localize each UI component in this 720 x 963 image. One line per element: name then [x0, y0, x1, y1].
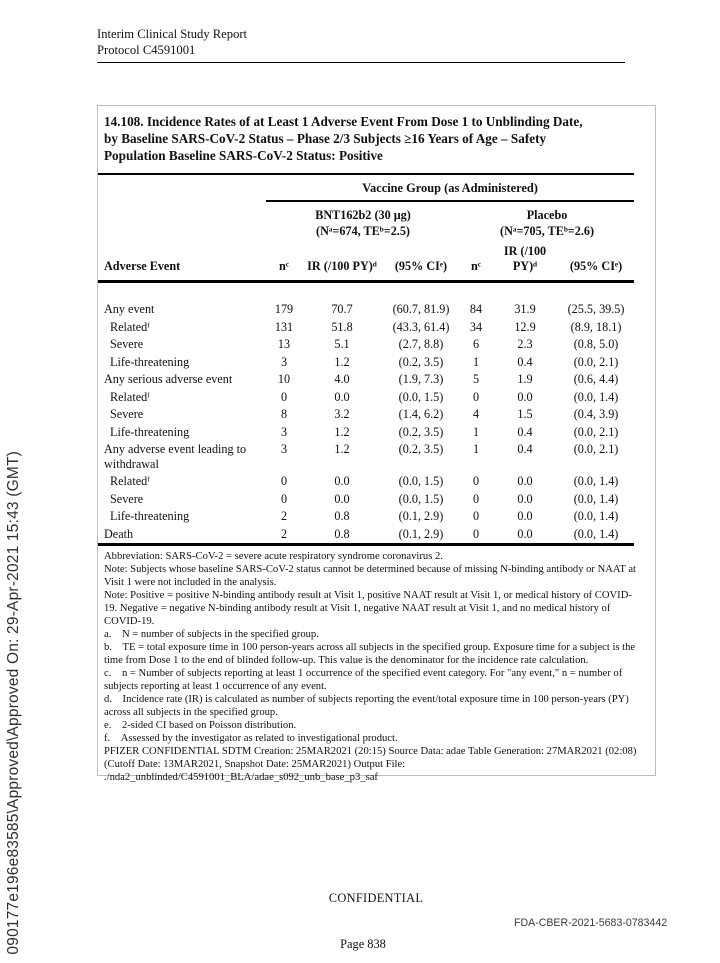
cell-value: (0.2, 3.5): [398, 424, 444, 439]
cell-value: 3: [280, 424, 288, 439]
cell-value: 0: [280, 389, 288, 404]
cell-value: 0.8: [334, 509, 350, 524]
table-row: [98, 406, 634, 424]
cell-value: 1: [472, 424, 480, 439]
footer-fda-id: FDA-CBER-2021-5683-0783442: [514, 917, 668, 929]
cell-value: (2.7, 8.8): [398, 337, 444, 352]
table-title-line-3: Population Baseline SARS-CoV-2 Status: Positive: [104, 147, 383, 163]
row-label: Any serious adverse event: [104, 372, 233, 387]
group-header-row: [98, 175, 634, 201]
arm2-name: Placebo: [526, 208, 568, 223]
table-row: [98, 353, 634, 371]
cell-value: 13: [277, 337, 291, 352]
arm-header-bnt162b2: [266, 201, 460, 240]
spacer-row: [98, 281, 634, 301]
cell-value: 6: [472, 337, 480, 352]
arm1-n: (Nᵃ=674, TEᵇ=2.5): [316, 223, 410, 238]
cell-value: 5: [472, 372, 480, 387]
cell-value: 2.3: [517, 337, 533, 352]
cell-value: (0.0, 1.4): [573, 474, 619, 489]
cell-value: 0.0: [517, 474, 533, 489]
cell-value: 1.2: [334, 354, 350, 369]
cell-value: 0: [472, 491, 480, 506]
row-label: Relatedᶠ: [110, 474, 150, 489]
cell-value: 131: [274, 319, 294, 334]
cell-value: 0.0: [517, 526, 533, 541]
cell-value: (1.4, 6.2): [398, 407, 444, 422]
table-row: [98, 301, 634, 319]
cell-value: 12.9: [514, 319, 536, 334]
table-head: [98, 175, 634, 281]
cell-value: 0: [472, 509, 480, 524]
arm-header-spacer: [98, 201, 266, 240]
cell-value: (0.0, 1.4): [573, 389, 619, 404]
cell-value: (0.0, 2.1): [573, 424, 619, 439]
footer-confidential: CONFIDENTIAL: [328, 891, 424, 905]
row-label: Relatedᶠ: [110, 389, 150, 404]
cell-value: 51.8: [331, 319, 353, 334]
table-row: [98, 336, 634, 354]
footnote-line: Note: Subjects whose baseline SARS-CoV-2 status cannot be determined because of missing N-binding antibody or NAAT at Visit 1 were not included in the analysis.: [104, 563, 636, 588]
cell-value: 0.0: [517, 491, 533, 506]
cell-value: 0.8: [334, 526, 350, 541]
cell-value: 0: [472, 389, 480, 404]
cell-value: 84: [469, 302, 483, 317]
cell-value: (0.2, 3.5): [398, 442, 444, 457]
cell-value: 1: [472, 442, 480, 457]
col-header-adverse-event: Adverse Event: [98, 240, 266, 282]
cell-value: 0.0: [334, 491, 350, 506]
cell-value: (0.1, 2.9): [398, 509, 444, 524]
row-label: Death: [104, 526, 134, 541]
arm-header-row: [98, 201, 634, 240]
cell-value: (0.2, 3.5): [398, 354, 444, 369]
cell-value: 0: [472, 474, 480, 489]
cell-value: (0.0, 1.4): [573, 509, 619, 524]
footnote-line: Abbreviation: SARS-CoV-2 = severe acute respiratory syndrome coronavirus 2.: [104, 550, 443, 562]
footnotes: [98, 546, 646, 788]
col-header-ir-1: IR (/100 PY)ᵈ: [302, 240, 382, 282]
group-header-spacer: [98, 175, 266, 201]
cell-value: 4.0: [334, 372, 350, 387]
row-label: Life-threatening: [110, 424, 190, 439]
cell-value: (0.8, 5.0): [573, 337, 619, 352]
table-row: [98, 525, 634, 544]
cell-value: (43.3, 61.4): [392, 319, 450, 334]
row-label: Relatedᶠ: [110, 319, 150, 334]
cell-value: 0.4: [517, 354, 533, 369]
cell-value: (0.0, 1.4): [573, 491, 619, 506]
cell-value: 0.0: [334, 474, 350, 489]
col-header-ci-2: (95% CIᵉ): [558, 240, 634, 282]
cell-value: 0.0: [517, 509, 533, 524]
cell-value: 0: [280, 491, 288, 506]
footnote-line: Note: Positive = positive N-binding antibody result at Visit 1, positive NAAT result at Visit 1, or medical history of COVID-19. Negative = negative N-binding antibody result at Visit 1, negative NAAT result at Visit 1, and no medical history of COVID-19.: [104, 589, 632, 627]
cell-value: 2: [280, 509, 288, 524]
cell-value: 0.0: [334, 389, 350, 404]
column-header-row: [98, 240, 634, 282]
table-row: [98, 473, 634, 491]
cell-value: 1.9: [517, 372, 533, 387]
cell-value: (0.1, 2.9): [398, 526, 444, 541]
row-label: Severe: [110, 491, 144, 506]
cell-value: 3: [280, 442, 288, 457]
cell-value: 0.4: [517, 442, 533, 457]
table-row: [98, 441, 634, 473]
row-label: Life-threatening: [110, 354, 190, 369]
table-title-line-1: 14.108. Incidence Rates of at Least 1 Adverse Event From Dose 1 to Unblinding Date,: [104, 114, 583, 129]
cell-value: 1: [472, 354, 480, 369]
cell-value: 3.2: [334, 407, 350, 422]
cell-value: 10: [277, 372, 291, 387]
table-row: [98, 508, 634, 526]
table-body: [98, 301, 634, 545]
content-box: [97, 105, 656, 783]
footnote-line: c. n = Number of subjects reporting at least 1 occurrence of the specified event category. For "any event," n = number of subjects reporting at least 1 occurrence of any event.: [104, 667, 623, 692]
table-spacer: [98, 281, 634, 301]
table-title: [98, 106, 634, 175]
sidebar-approval-text: 090177e196e83585\Approved\Approved On: 29-Apr-2021 15:43 (GMT): [5, 451, 22, 955]
cell-value: (8.9, 18.1): [570, 319, 622, 334]
cell-value: 0: [472, 526, 480, 541]
arm1-name: BNT162b2 (30 μg): [315, 208, 411, 223]
footer-page-number: Page 838: [340, 937, 386, 951]
table-row: [98, 388, 634, 406]
cell-value: (25.5, 39.5): [567, 302, 625, 317]
cell-value: (0.0, 2.1): [573, 442, 619, 457]
cell-value: 179: [274, 302, 294, 317]
footnote-line: e. 2-sided CI based on Poisson distribution.: [104, 719, 297, 731]
arm-header-placebo: [460, 201, 634, 240]
cell-value: 1.2: [334, 424, 350, 439]
footnote-line: (Cutoff Date: 13MAR2021, Snapshot Date: 25MAR2021) Output File:: [104, 758, 406, 770]
cell-value: (60.7, 81.9): [392, 302, 450, 317]
table-row: [98, 490, 634, 508]
arm2-n: (Nᵃ=705, TEᵇ=2.6): [500, 223, 595, 238]
row-label: Severe: [110, 337, 144, 352]
cell-value: (0.6, 4.4): [573, 372, 619, 387]
row-label: Severe: [110, 407, 144, 422]
cell-value: (1.9, 7.3): [398, 372, 444, 387]
cell-value: 8: [280, 407, 288, 422]
doc-header: [97, 26, 625, 63]
col-header-ci-1: (95% CIᵉ): [382, 240, 460, 282]
cell-value: 4: [472, 407, 480, 422]
cell-value: 5.1: [334, 337, 350, 352]
cell-value: (0.0, 1.5): [398, 491, 444, 506]
cell-value: 1.5: [517, 407, 533, 422]
cell-value: 0.0: [517, 389, 533, 404]
table-row: [98, 371, 634, 389]
cell-value: 34: [469, 319, 483, 334]
footnote-line: d. Incidence rate (IR) is calculated as number of subjects reporting the event/total exposure time in 100 person-years (PY) across all subjects in the specified group.: [104, 693, 629, 718]
footnote-line: PFIZER CONFIDENTIAL SDTM Creation: 25MAR2021 (20:15) Source Data: adae Table Generation: 27MAR2021 (02:08): [104, 745, 637, 757]
cell-value: 3: [280, 354, 288, 369]
adverse-event-table: [98, 175, 634, 546]
cell-value: (0.0, 1.5): [398, 474, 444, 489]
row-label: Life-threatening: [110, 509, 190, 524]
cell-value: (0.4, 3.9): [573, 407, 619, 422]
col-header-n-2: nᶜ: [460, 240, 492, 282]
row-label: Any adverse event leading to withdrawal: [104, 442, 247, 471]
footnote-line: f. Assessed by the investigator as related to investigational product.: [104, 732, 398, 744]
footnote-line: b. TE = total exposure time in 100 person-years across all subjects in the specified group. Exposure time for a subject is the time from Dose 1 to the end of blinded follow-up. This value is the denominator for the incidence rate calculation.: [104, 641, 636, 666]
vaccine-group-header: Vaccine Group (as Administered): [266, 175, 634, 201]
cell-value: 1.2: [334, 442, 350, 457]
table-row: [98, 423, 634, 441]
cell-value: 31.9: [514, 302, 536, 317]
row-label: Any event: [104, 302, 155, 317]
cell-value: 0.4: [517, 424, 533, 439]
footnote-line: ./nda2_unblinded/C4591001_BLA/adae_s092_unb_base_p3_saf: [104, 771, 378, 783]
col-header-n-1: nᶜ: [266, 240, 302, 282]
cell-value: 0: [280, 474, 288, 489]
table-title-line-2: by Baseline SARS-CoV-2 Status – Phase 2/3 Subjects ≥16 Years of Age – Safety: [104, 130, 547, 146]
header-protocol: Protocol C4591001: [97, 43, 196, 58]
cell-value: (0.0, 2.1): [573, 354, 619, 369]
cell-value: (0.0, 1.4): [573, 526, 619, 541]
footnote-line: a. N = number of subjects in the specified group.: [104, 628, 319, 640]
cell-value: 2: [280, 526, 288, 541]
col-header-ir-2: IR (/100 PY)ᵈ: [492, 240, 558, 282]
cell-value: (0.0, 1.5): [398, 389, 444, 404]
cell-value: 70.7: [331, 302, 353, 317]
header-report-type: Interim Clinical Study Report: [97, 27, 248, 41]
table-row: [98, 318, 634, 336]
